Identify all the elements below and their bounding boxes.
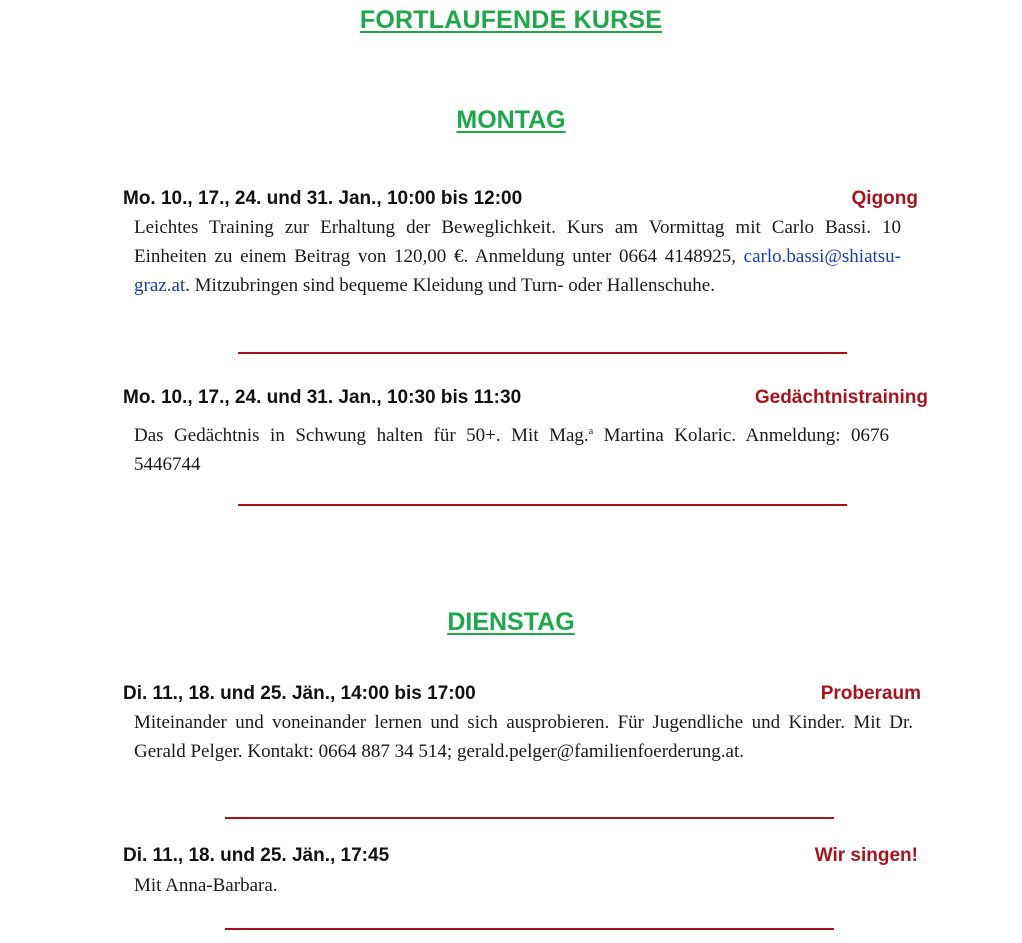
course-date: Di. 11., 18. und 25. Jän., 17:45 <box>123 845 390 866</box>
course-description-wir-singen: Mit Anna-Barbara. <box>134 875 278 896</box>
course-desc-text-end: Martina Kolaric. Anmeldung: 0676 5446744 <box>134 425 889 475</box>
day-heading-dienstag: DIENSTAG <box>447 608 575 636</box>
course-header-gedaechtnistraining <box>123 387 928 413</box>
course-title: Qigong <box>851 188 918 209</box>
course-date: Mo. 10., 17., 24. und 31. Jan., 10:30 bis 11:30 <box>123 387 522 408</box>
email-link-carlo-bassi[interactable]: carlo.bassi@shiatsu-graz.at <box>134 246 901 296</box>
separator-line <box>225 817 834 819</box>
course-header-wir-singen <box>123 845 918 871</box>
course-desc-text-end: . Mitzubringen sind bequeme Kleidung und Turn- oder Hallenschuhe. <box>185 275 715 296</box>
course-header-proberaum <box>123 683 921 709</box>
course-date: Di. 11., 18. und 25. Jän., 14:00 bis 17:00 <box>123 683 476 704</box>
separator-line <box>238 504 847 506</box>
course-title: Gedächtnistraining <box>754 387 928 408</box>
course-title: Wir singen! <box>814 845 918 866</box>
course-description-gedaechtnistraining <box>134 417 889 479</box>
page-title: FORTLAUFENDE KURSE <box>359 6 663 34</box>
course-desc-text: Leichtes Training zur Erhaltung der Beweglichkeit. Kurs am Vormittag mit Carlo Bassi. 10 Einheiten zu einem Beitrag von 120,00 €. Anmeldung unter 0664 4148925, <box>134 217 901 267</box>
course-desc-text: Das Gedächtnis in Schwung halten für 50+. Mit Mag. <box>134 425 589 446</box>
course-title: Proberaum <box>820 683 921 704</box>
course-date: Mo. 10., 17., 24. und 31. Jan., 10:00 bis 12:00 <box>123 188 523 209</box>
separator-line <box>225 928 834 930</box>
course-description-proberaum: Miteinander und voneinander lernen und sich ausprobieren. Für Jugendliche und Kinder. Mit Dr. Gerald Pelger. Kontakt: 0664 887 34 514; gerald.pelger@familienfoerderung.at. <box>134 712 913 762</box>
course-description-qigong <box>134 213 901 300</box>
course-header-qigong <box>123 188 918 214</box>
superscript-a: a <box>588 426 594 437</box>
day-heading-montag: MONTAG <box>456 106 566 134</box>
separator-line <box>238 352 847 354</box>
